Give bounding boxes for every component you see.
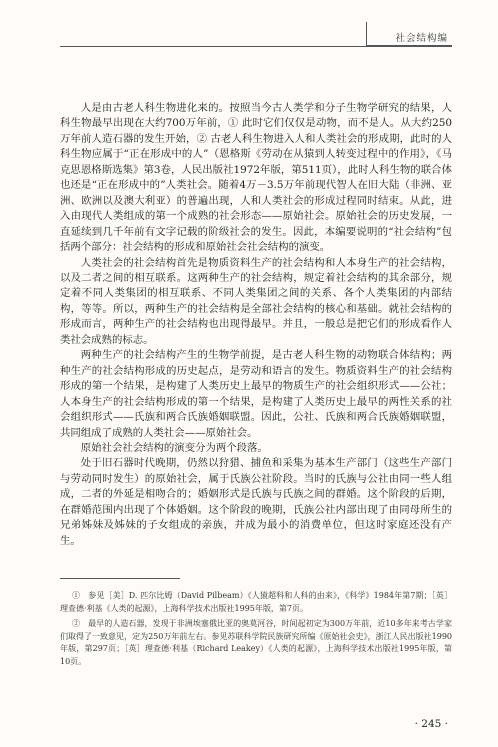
paragraph-4: 原始社会社会结构的演变分为两个段落。 [80, 441, 268, 454]
footnote-2: ② 最早的人造石器，发现于非洲埃塞俄比亚的奥莫河谷，时间起初定为300万年前，近10多年来考古学家们取得了一致意见，定为250万年前左右。参见苏联科学院民族研究所编《原始社会史》，浙江人民出版社1990年版，第297页；［英］理查德·利基（Richard Leakey）《人类的起源》，上海科学技术出版社1995年版，第10页。 [60, 619, 452, 666]
paragraph-3: 两种生产的社会结构产生的生物学前提，是古老人科生物的动物联合体结构；两种生产的社会结构形成的历史起点，是劳动和语言的发生。物质资料生产的社会结构形成的第一个结果，是构建了人类历史上最早的物质生产的社会组织形式——公社；人本身生产的社会结构形成的第一个结果，是构建了人类历史上最早的两性关系的社会组织形式——氏族和两合氏族婚姻联盟。因此，公社、氏族和两合氏族婚姻联盟，共同组成了成熟的人类社会——原始社会。 [60, 349, 452, 439]
paragraph-1: 人是由古老人科生物进化来的。按照当今古人类学和分子生物学研究的结果，人科生物最早出现在大约700万年前，① 此时它们仅仅是动物，而不是人。从大约250万年前人造石器的发生开始，② 古老人科生物进入人和人类社会的形成期，此时的人科生物应属于“正在形成中的人”（恩格斯《劳动在从猿到人转变过程中的作用》，《马克思恩格斯选集》第3卷，人民出版社1972年版，第511页），此时人科生物的联合体也还是“正在形成中的”人类社会。随着4万－3.5万年前现代智人在旧大陆（非洲、亚洲、欧洲以及澳大利亚）的普遍出现，人和人类社会的形成过程同时结束。从此，进入由现代人类组成的第一个成熟的社会形态——原始社会。原始社会的历史发展，一直延续到几千年前有文字记载的阶级社会的发生。因此，本编要说明的“社会结构”包括两个部分：社会结构的形成和原始社会社会结构的演变。 [60, 102, 452, 254]
paragraph-5: 处于旧石器时代晚期，仍然以狩猎、捕鱼和采集为基本生产部门（这些生产部门与劳动同时发生）的原始社会，属于氏族公社阶段。当时的氏族与公社由同一些人组成，二者的外延是相吻合的；婚姻形式是氏族与氏族之间的群婚。这个阶段的后期，在群婚范围内出现了个体婚姻。这个阶段的晚期，氏族公社内部出现了由同母所生的兄弟姊妹及姊妹的子女组成的亲族，并成为最小的消费单位，但这时家庭还没有产生。 [60, 457, 452, 547]
running-header [60, 30, 452, 44]
footnote-1: ① 参见［美］D. 匹尔比姆（David Pilbeam）《人猿超科和人科的由来》，《科学》1984年第7期；［英］理查德·利基《人类的起源》，上海科学技术出版社1995年版，第7页。 [60, 591, 452, 613]
paragraph-2: 人类社会的社会结构首先是物质资料生产的社会结构和人本身生产的社会结构，以及二者之间的相互联系。这两种生产的社会结构，规定着社会结构的其余部分，规定着不同人类集团的相互联系、不同人类集团之间的关系、各个人类集团的内部结构，等等。所以，两种生产的社会结构是全部社会结构的核心和基础。就社会结构的形成而言，两种生产的社会结构也出现得最早。并且，一般总是把它们的形成看作人类社会成熟的标志。 [60, 256, 452, 346]
header-rule [60, 46, 452, 47]
footnotes [60, 590, 452, 671]
section-label: 社会结构编 [395, 33, 448, 44]
page-number: · 245 · [414, 718, 448, 730]
footnote-separator [60, 578, 180, 579]
body-text [60, 101, 452, 549]
